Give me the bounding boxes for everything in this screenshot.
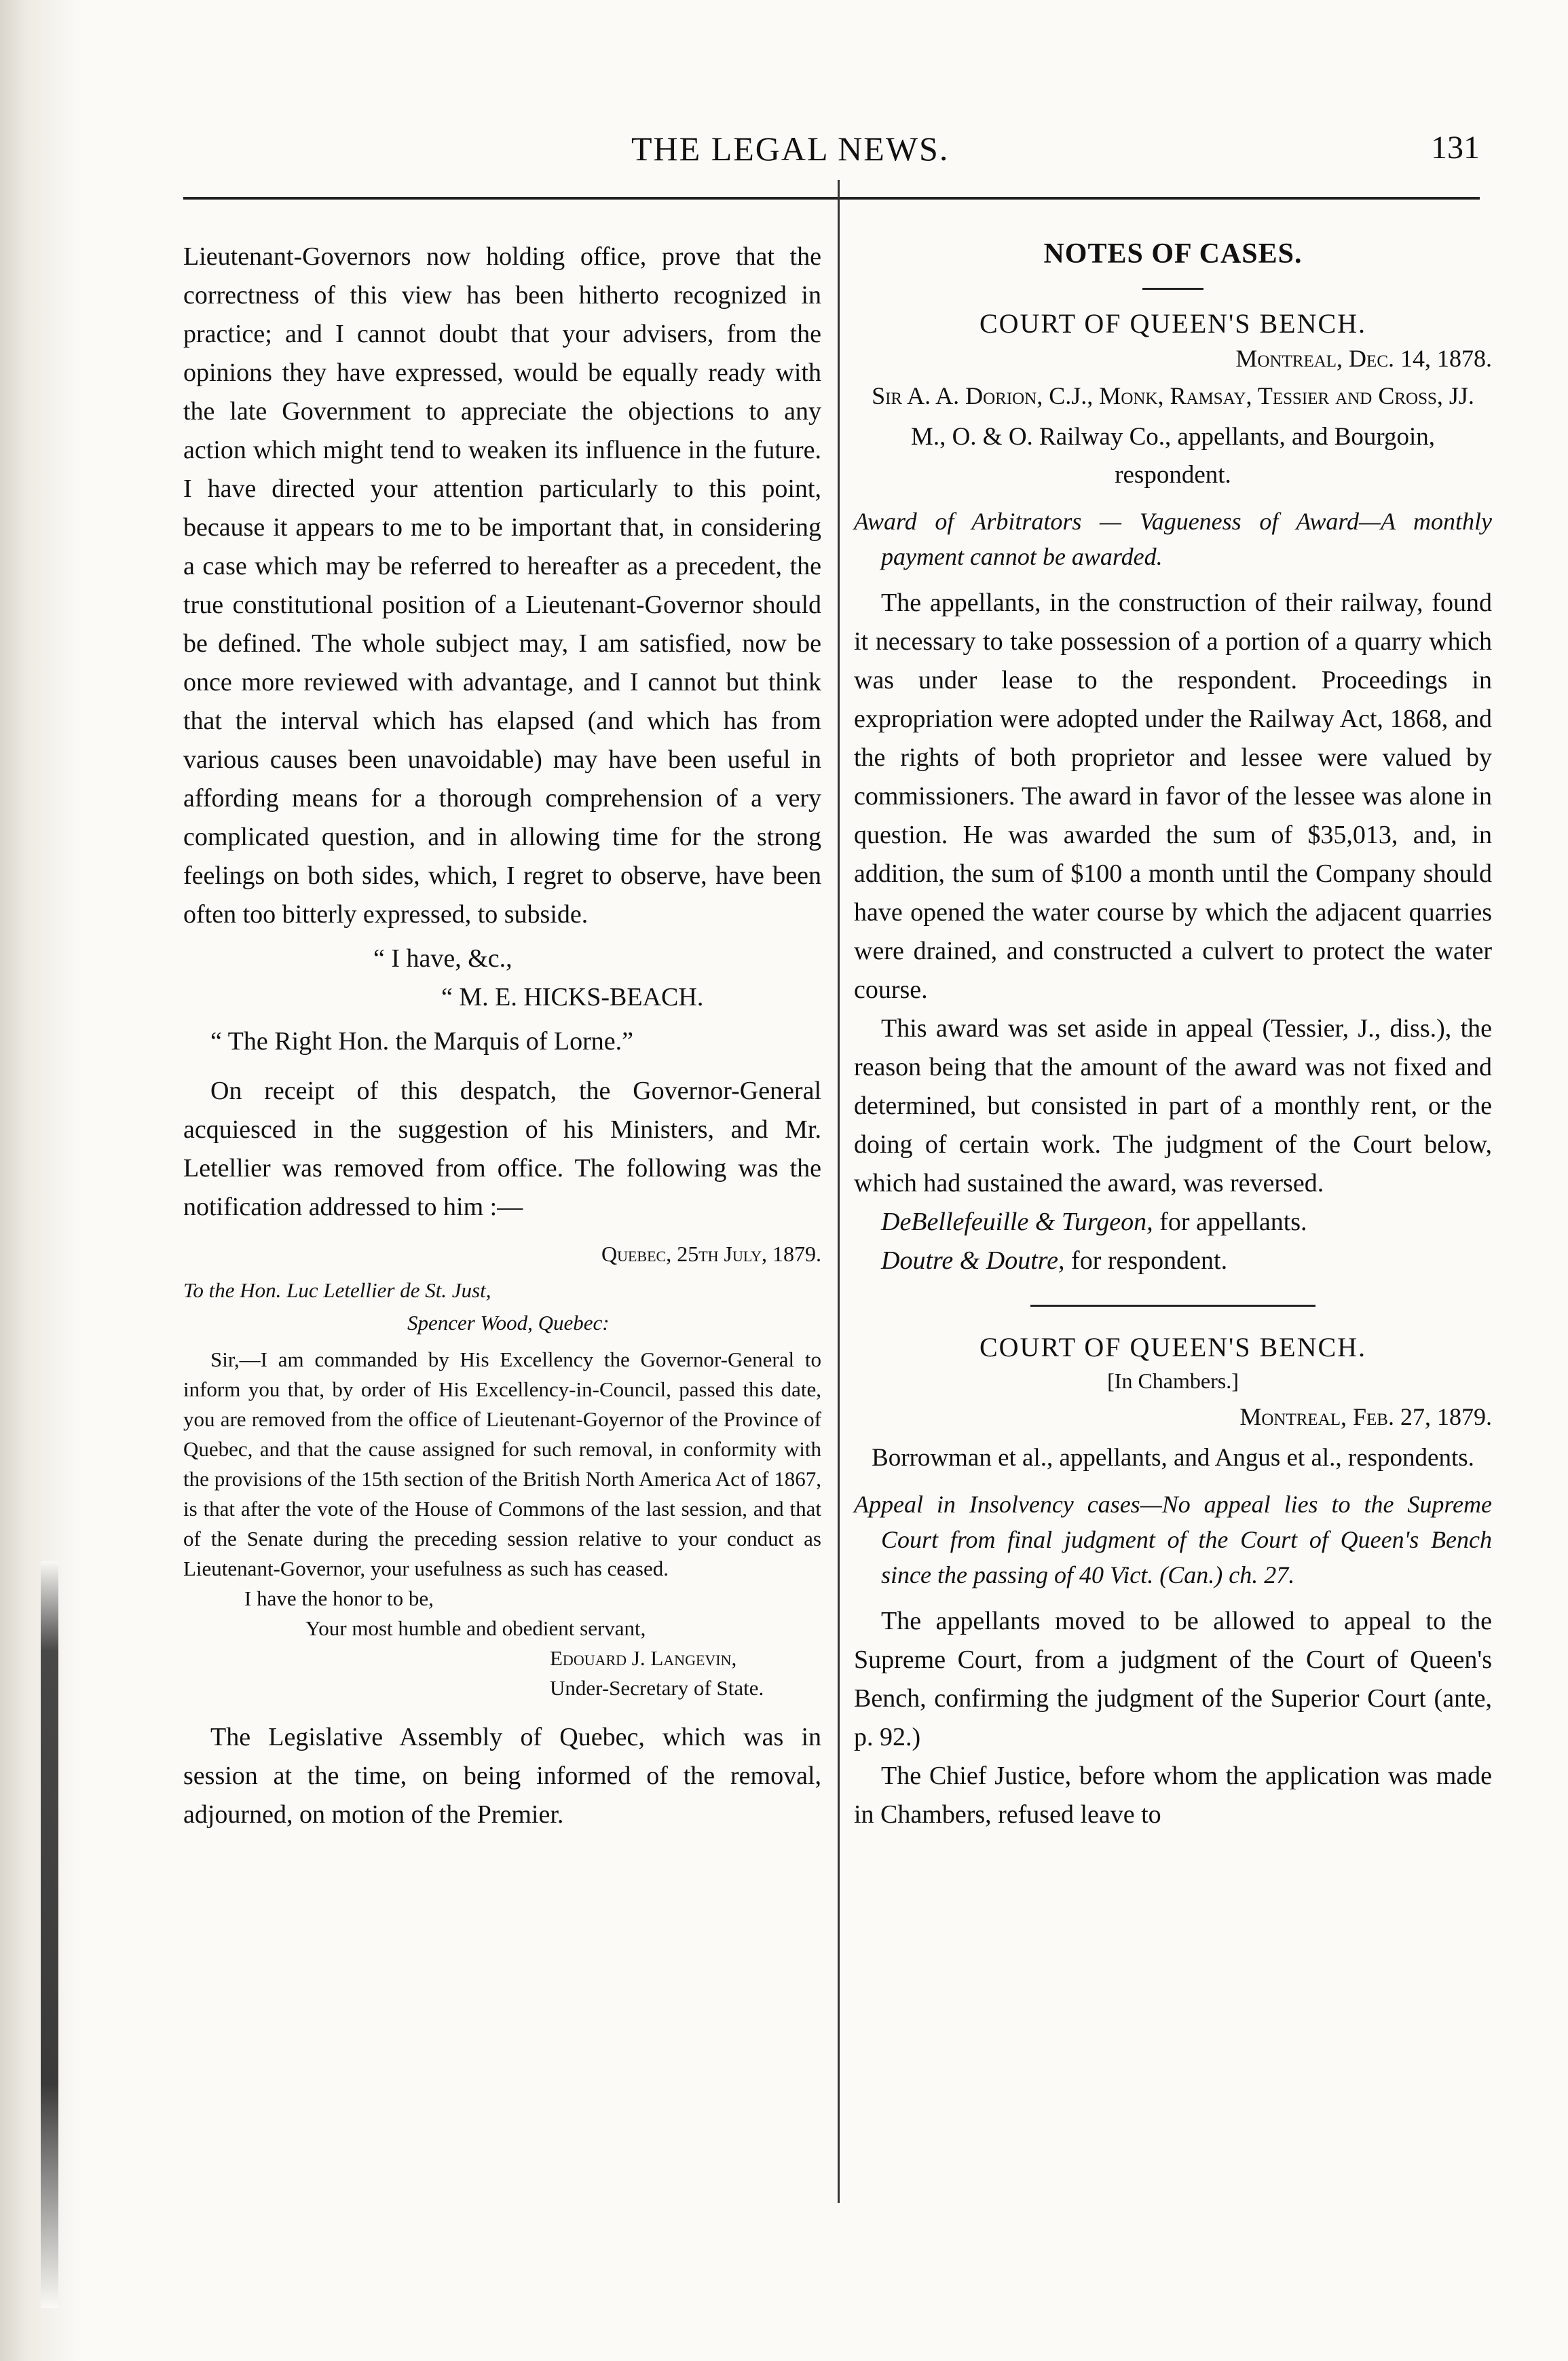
letter-sign-2: Your most humble and obedient servant,: [305, 1616, 646, 1640]
case2-parties: Borrowman et al., appellants, and Angus et al., respondents.: [872, 1444, 1474, 1472]
case2-ruling: The Chief Justice, before whom the application was made in Chambers, refused leave to: [854, 1762, 1492, 1829]
letter-dateline: Quebec, 25th July, 1879.: [601, 1242, 821, 1266]
letter-signatory-title: Under-Secretary of State.: [550, 1676, 764, 1700]
header-rule: [183, 197, 1480, 200]
case1-facts: The appellants, in the construction of their railway, found it necessary to take possession of a portion of a quarry which was under lease to the respondent. Proceedings in expropriation were adopted under the Railway Act, 1868, and the rights of both proprietor and lessee were valued by commissioners. The award in favor of the lessee was alone in question. He was awarded the sum of $35,013, and, in addition, the sum of $100 a month until the Company should have opened the water course by which the adjacent quarries were drained, and constructed a culvert to protect the water course.: [854, 589, 1492, 1004]
case2-headnote: Appeal in Insolvency cases—No appeal lies to the Supreme Court from final judgment of the Court of Queen's Bench since the passing of 40 Vict. (Can.) ch. 27.: [854, 1491, 1492, 1588]
case1-judges: Sir A. A. Dorion, C.J., Monk, Ramsay, Tessier and Cross, JJ.: [872, 382, 1474, 409]
case-separator: [1030, 1305, 1315, 1307]
case2-motion: The appellants moved to be allowed to appeal to the Supreme Court, from a judgment of the Court of Queen's Bench, confirming the judgment of the Superior Court (ante, p. 92.): [854, 1607, 1492, 1751]
despatch-paragraph: Lieutenant-Governors now holding office, prove that the correctness of this view has been hitherto recognized in practice; and I cannot doubt that your advisers, from the opinions they have expressed, would be equally ready with the late Government to appreciate the objections to any action which might tend to weaken its influence in the future. I have directed your attention particularly to this point, because it appears to me to be important that, in considering a case which may be referred to hereafter as a precedent, the true constitutional position of a Lieutenant-Governor should be defined. The whole subject may, I am satisfied, now be once more reviewed with advantage, and I cannot but think that the interval which has elapsed (and which has from various causes been unavoidable) may have been useful in affording means for a thorough comprehension of a very complicated question, and in allowing time for the strong feelings on both sides, which, I regret to observe, have been often too bitterly expressed, to subside.: [183, 242, 821, 929]
case1-holding: This award was set aside in appeal (Tessier, J., diss.), the reason being that the amount of the award was not fixed and determined, but consisted in part of a monthly rent, or the doing of certain work. The judgment of the Court below, which had sustained the award, was reversed.: [854, 1014, 1492, 1197]
case1-dateline: Montreal, Dec. 14, 1878.: [1235, 345, 1492, 372]
letter-place: Spencer Wood, Quebec:: [407, 1311, 610, 1335]
column-divider: [838, 180, 840, 2203]
case1-counsel-respondent: [854, 1242, 1492, 1280]
letter-sign-1: I have the honor to be,: [244, 1586, 434, 1610]
left-column: [183, 238, 821, 1834]
binding-shadow: [41, 1561, 58, 2308]
section-rule: [1142, 288, 1203, 290]
right-column: [854, 238, 1492, 1834]
case1-headnote: Award of Arbitrators — Vagueness of Award—A monthly payment cannot be awarded.: [854, 508, 1492, 570]
removal-letter: Sir,—I am commanded by His Excellency the Governor-General to inform you that, by order of His Excellency-in-Council, passed this date, you are removed from the office of Lieutenant-Goyernor of the Province of Quebec, and that the cause assigned for such removal, in conformity with the provisions of the 15th section of the British North America Act of 1867, is that after the vote of the House of Commons of the last session, and that of the Senate during the preceding session relative to your conduct as Lieutenant-Governor, your usefulness as such has ceased.: [183, 1347, 821, 1580]
counsel-role: for appellants.: [1153, 1208, 1307, 1236]
case1-counsel-appellants: [854, 1203, 1492, 1242]
counsel-names: DeBellefeuille & Turgeon,: [881, 1208, 1153, 1236]
case1-court: COURT OF QUEEN'S BENCH.: [979, 308, 1367, 339]
counsel-names: Doutre & Doutre,: [881, 1246, 1065, 1275]
assembly-paragraph: The Legislative Assembly of Quebec, which was in session at the time, on being informed of the removal, adjourned, on motion of the Premier.: [183, 1723, 821, 1829]
case1-parties: M., O. & O. Railway Co., appellants, and Bourgoin, respondent.: [910, 423, 1436, 489]
case2-chambers: [In Chambers.]: [1107, 1369, 1239, 1393]
page-number: 131: [1431, 130, 1480, 166]
case2-dateline: Montreal, Feb. 27, 1879.: [1239, 1403, 1492, 1430]
letter-signatory: Edouard J. Langevin,: [550, 1646, 737, 1670]
signature-hicks-beach: “ M. E. HICKS-BEACH.: [441, 983, 704, 1011]
narrative-paragraph: On receipt of this despatch, the Governor-General acquiesced in the suggestion of his Ministers, and Mr. Letellier was removed from office. The following was the notification addressed to him :—: [183, 1077, 821, 1221]
addressee-line: “ The Right Hon. the Marquis of Lorne.”: [210, 1027, 633, 1056]
closing-line: “ I have, &c.,: [373, 944, 512, 973]
section-title: NOTES OF CASES.: [1043, 238, 1303, 269]
letter-to-line: To the Hon. Luc Letellier de St. Just,: [183, 1278, 491, 1302]
case2-court: COURT OF QUEEN'S BENCH.: [979, 1332, 1367, 1362]
page-header: [183, 129, 1480, 190]
counsel-role: for respondent.: [1064, 1246, 1228, 1275]
journal-title: THE LEGAL NEWS.: [631, 130, 950, 168]
